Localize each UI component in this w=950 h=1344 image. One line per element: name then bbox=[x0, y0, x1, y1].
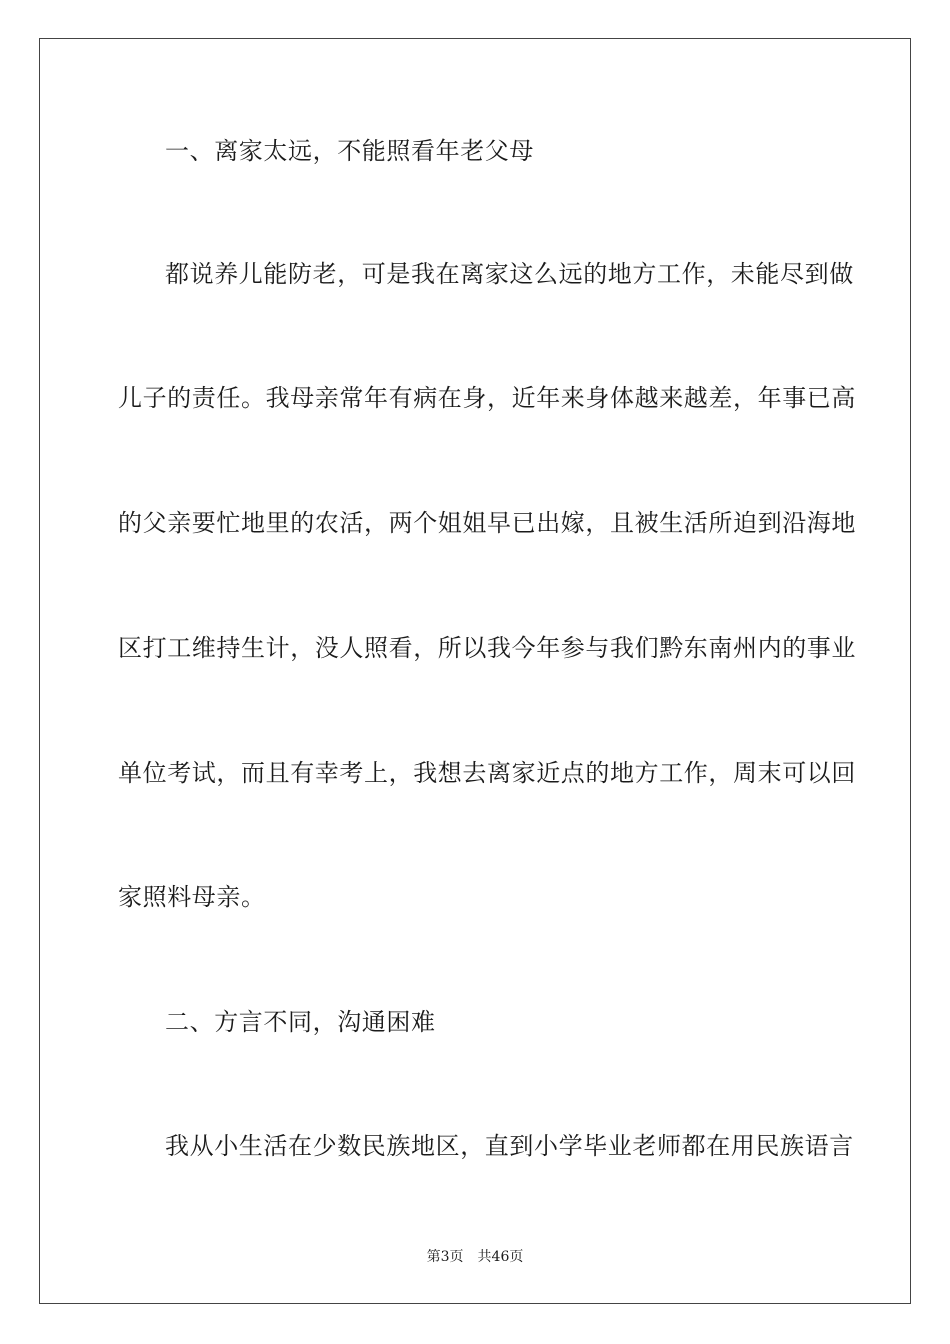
section-heading-1: 一、离家太远，不能照看年老父母 bbox=[165, 137, 534, 165]
paragraph-line: 区打工维持生计，没人照看，所以我今年参与我们黔东南州内的事业 bbox=[118, 634, 856, 662]
paragraph-line: 的父亲要忙地里的农活，两个姐姐早已出嫁，且被生活所迫到沿海地 bbox=[118, 509, 856, 537]
page-number: 第3页 bbox=[426, 1249, 464, 1265]
page-total: 共46页 bbox=[477, 1249, 524, 1265]
paragraph-line: 都说养儿能防老，可是我在离家这么远的地方工作，未能尽到做 bbox=[165, 260, 854, 288]
page-border bbox=[39, 38, 911, 1304]
page-footer bbox=[0, 1248, 950, 1266]
paragraph-line: 家照料母亲。 bbox=[118, 883, 266, 911]
section-heading-2: 二、方言不同，沟通困难 bbox=[165, 1008, 436, 1036]
paragraph-line: 我从小生活在少数民族地区，直到小学毕业老师都在用民族语言 bbox=[165, 1132, 854, 1160]
paragraph-line: 儿子的责任。我母亲常年有病在身，近年来身体越来越差，年事已高 bbox=[118, 384, 856, 412]
paragraph-line: 单位考试，而且有幸考上，我想去离家近点的地方工作，周末可以回 bbox=[118, 759, 856, 787]
